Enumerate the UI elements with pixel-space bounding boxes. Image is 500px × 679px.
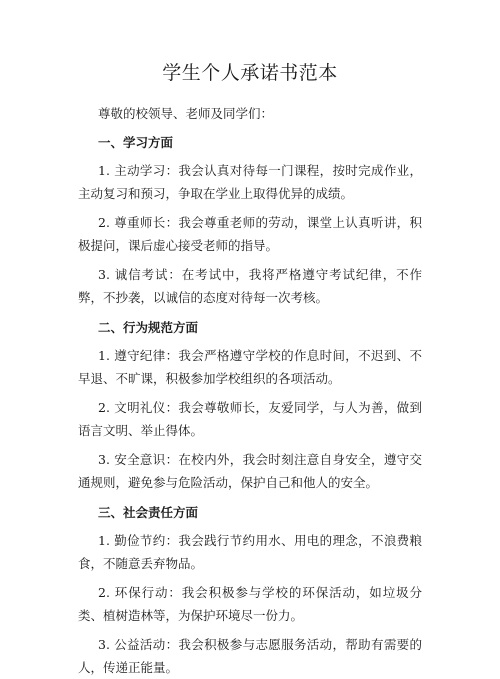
commitment-item: 3. 公益活动：我会积极参与志愿服务活动，帮助有需要的人，传递正能量。 — [78, 637, 422, 675]
salutation: 尊敬的校领导、老师及同学们： — [98, 106, 274, 121]
section-heading: 一、学习方面 — [98, 135, 174, 150]
commitment-item: 1. 主动学习：我会认真对待每一门课程，按时完成作业，主动复习和预习，争取在学业上取得优异的成绩。 — [78, 163, 422, 201]
document-title: 学生个人承诺书范本 — [162, 62, 338, 84]
commitment-item: 1. 勤俭节约：我会践行节约用水、用电的理念，不浪费粮食，不随意丢弃物品。 — [78, 533, 422, 571]
sections — [78, 133, 422, 679]
commitment-item: 2. 文明礼仪：我会尊敬师长，友爱同学，与人为善，做到语言文明、举止得体。 — [78, 400, 422, 438]
section-heading: 二、行为规范方面 — [98, 320, 199, 335]
commitment-item: 3. 诚信考试：在考试中，我将严格遵守考试纪律，不作弊，不抄袭，以诚信的态度对待每一次考核。 — [78, 267, 422, 305]
commitment-item: 3. 安全意识：在校内外，我会时刻注意自身安全，遵守交通规则，避免参与危险活动，保护自己和他人的安全。 — [78, 452, 422, 490]
section-heading: 三、社会责任方面 — [98, 505, 199, 520]
commitment-item: 1. 遵守纪律：我会严格遵守学校的作息时间，不迟到、不早退、不旷课，积极参加学校组织的各项活动。 — [78, 348, 422, 386]
commitment-item: 2. 尊重师长：我会尊重老师的劳动，课堂上认真听讲，积极提问，课后虚心接受老师的指导。 — [78, 215, 422, 253]
commitment-item: 2. 环保行动：我会积极参与学校的环保活动，如垃圾分类、植树造林等，为保护环境尽一份力。 — [78, 585, 422, 623]
